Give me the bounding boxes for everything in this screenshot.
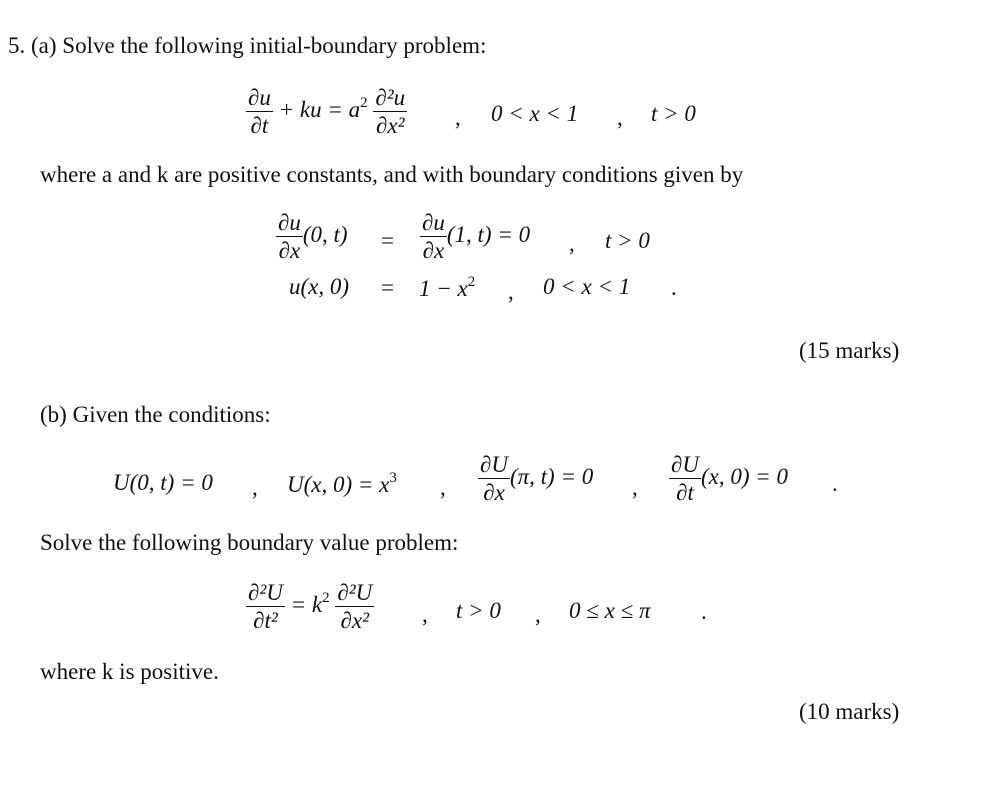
condition-du-dx	[478, 453, 593, 504]
condition-expression: U(x, 0) = x	[287, 472, 390, 497]
d2U-dt2-fraction	[246, 581, 285, 632]
fraction-denominator: ∂x	[278, 238, 301, 263]
boundary-condition-left	[276, 211, 348, 262]
bc-time-condition: t > 0	[605, 228, 650, 253]
fraction-denominator: ∂x²	[376, 113, 405, 138]
condition-u-0-t: U(0, t) = 0	[113, 470, 213, 495]
pde-middle-term: + ku = a	[278, 96, 361, 122]
separator: ,	[508, 279, 514, 304]
bc-right-argument: (1, t) = 0	[446, 221, 531, 247]
condition-du-dt	[669, 453, 788, 504]
separator: ,	[632, 475, 638, 500]
problem-header	[8, 34, 486, 57]
condition-u-x-0	[287, 471, 397, 496]
fraction-numerator: ∂u	[278, 210, 301, 235]
separator: ,	[569, 231, 575, 256]
dU-dt-fraction	[669, 453, 701, 504]
part-b-label: (b)	[40, 402, 67, 427]
initial-condition-right	[419, 275, 475, 300]
equals-sign: =	[381, 275, 394, 300]
separator: ,	[440, 475, 446, 500]
separator: ,	[422, 602, 428, 627]
time-condition: t > 0	[651, 101, 696, 126]
boundary-condition-right	[420, 211, 530, 262]
dU-dx-fraction	[478, 453, 510, 504]
condition-argument: (π, t) = 0	[509, 463, 594, 489]
initial-condition-left: u(x, 0)	[289, 274, 350, 299]
ic-domain-condition: 0 < x < 1	[543, 274, 631, 299]
ic-expression: 1 − x	[419, 276, 468, 301]
part-b-intro: Given the conditions:	[72, 402, 271, 427]
part-b-marks: (10 marks)	[799, 699, 900, 724]
part-a-label: (a)	[31, 33, 57, 58]
part-b-solve-text: Solve the following boundary value problem:	[40, 530, 459, 555]
exponent: 2	[360, 94, 368, 111]
separator: ,	[455, 105, 461, 130]
bc-left-argument: (0, t)	[302, 221, 348, 247]
pde-middle-term: = k	[290, 591, 323, 617]
separator: ,	[535, 602, 541, 627]
part-a-marks: (15 marks)	[799, 338, 900, 363]
du-dt-fraction	[246, 86, 273, 137]
separator: ,	[617, 105, 623, 130]
condition-argument: (x, 0) = 0	[700, 463, 789, 489]
part-b-pde	[246, 581, 374, 632]
part-a-intro: Solve the following initial-boundary problem:	[62, 33, 487, 58]
part-a-pde	[246, 86, 407, 137]
separator: ,	[252, 475, 258, 500]
period: .	[701, 599, 707, 624]
du-dx-fraction	[420, 211, 447, 262]
period: .	[671, 275, 677, 300]
d2u-dx2-fraction	[373, 86, 407, 137]
exponent: 2	[322, 589, 330, 606]
fraction-denominator: ∂t	[250, 113, 269, 138]
fraction-numerator: ∂u	[422, 210, 445, 235]
fraction-denominator: ∂x	[422, 238, 445, 263]
fraction-numerator: ∂²U	[248, 580, 283, 605]
domain-condition: 0 ≤ x ≤ π	[569, 598, 651, 623]
exponent: 2	[467, 274, 476, 290]
fraction-numerator: ∂U	[480, 452, 508, 477]
equals-sign: =	[381, 228, 394, 253]
period: .	[832, 471, 838, 496]
part-b-where-text: where k is positive.	[40, 659, 219, 684]
fraction-numerator: ∂u	[248, 85, 271, 110]
domain-condition: 0 < x < 1	[491, 101, 579, 126]
fraction-denominator: ∂x²	[340, 608, 370, 633]
part-b-header	[40, 403, 271, 426]
time-condition: t > 0	[456, 598, 501, 623]
fraction-numerator: ∂²u	[375, 85, 406, 110]
fraction-numerator: ∂²U	[337, 580, 373, 605]
problem-number: 5.	[8, 33, 26, 58]
exponent: 3	[389, 470, 397, 486]
d2U-dx2-fraction	[335, 581, 374, 632]
du-dx-fraction	[276, 211, 303, 262]
fraction-denominator: ∂t²	[253, 608, 278, 633]
fraction-numerator: ∂U	[671, 452, 699, 477]
part-a-conditions-text: where a and k are positive constants, and with boundary conditions given by	[40, 162, 744, 187]
fraction-denominator: ∂x	[483, 480, 505, 505]
fraction-denominator: ∂t	[676, 480, 694, 505]
